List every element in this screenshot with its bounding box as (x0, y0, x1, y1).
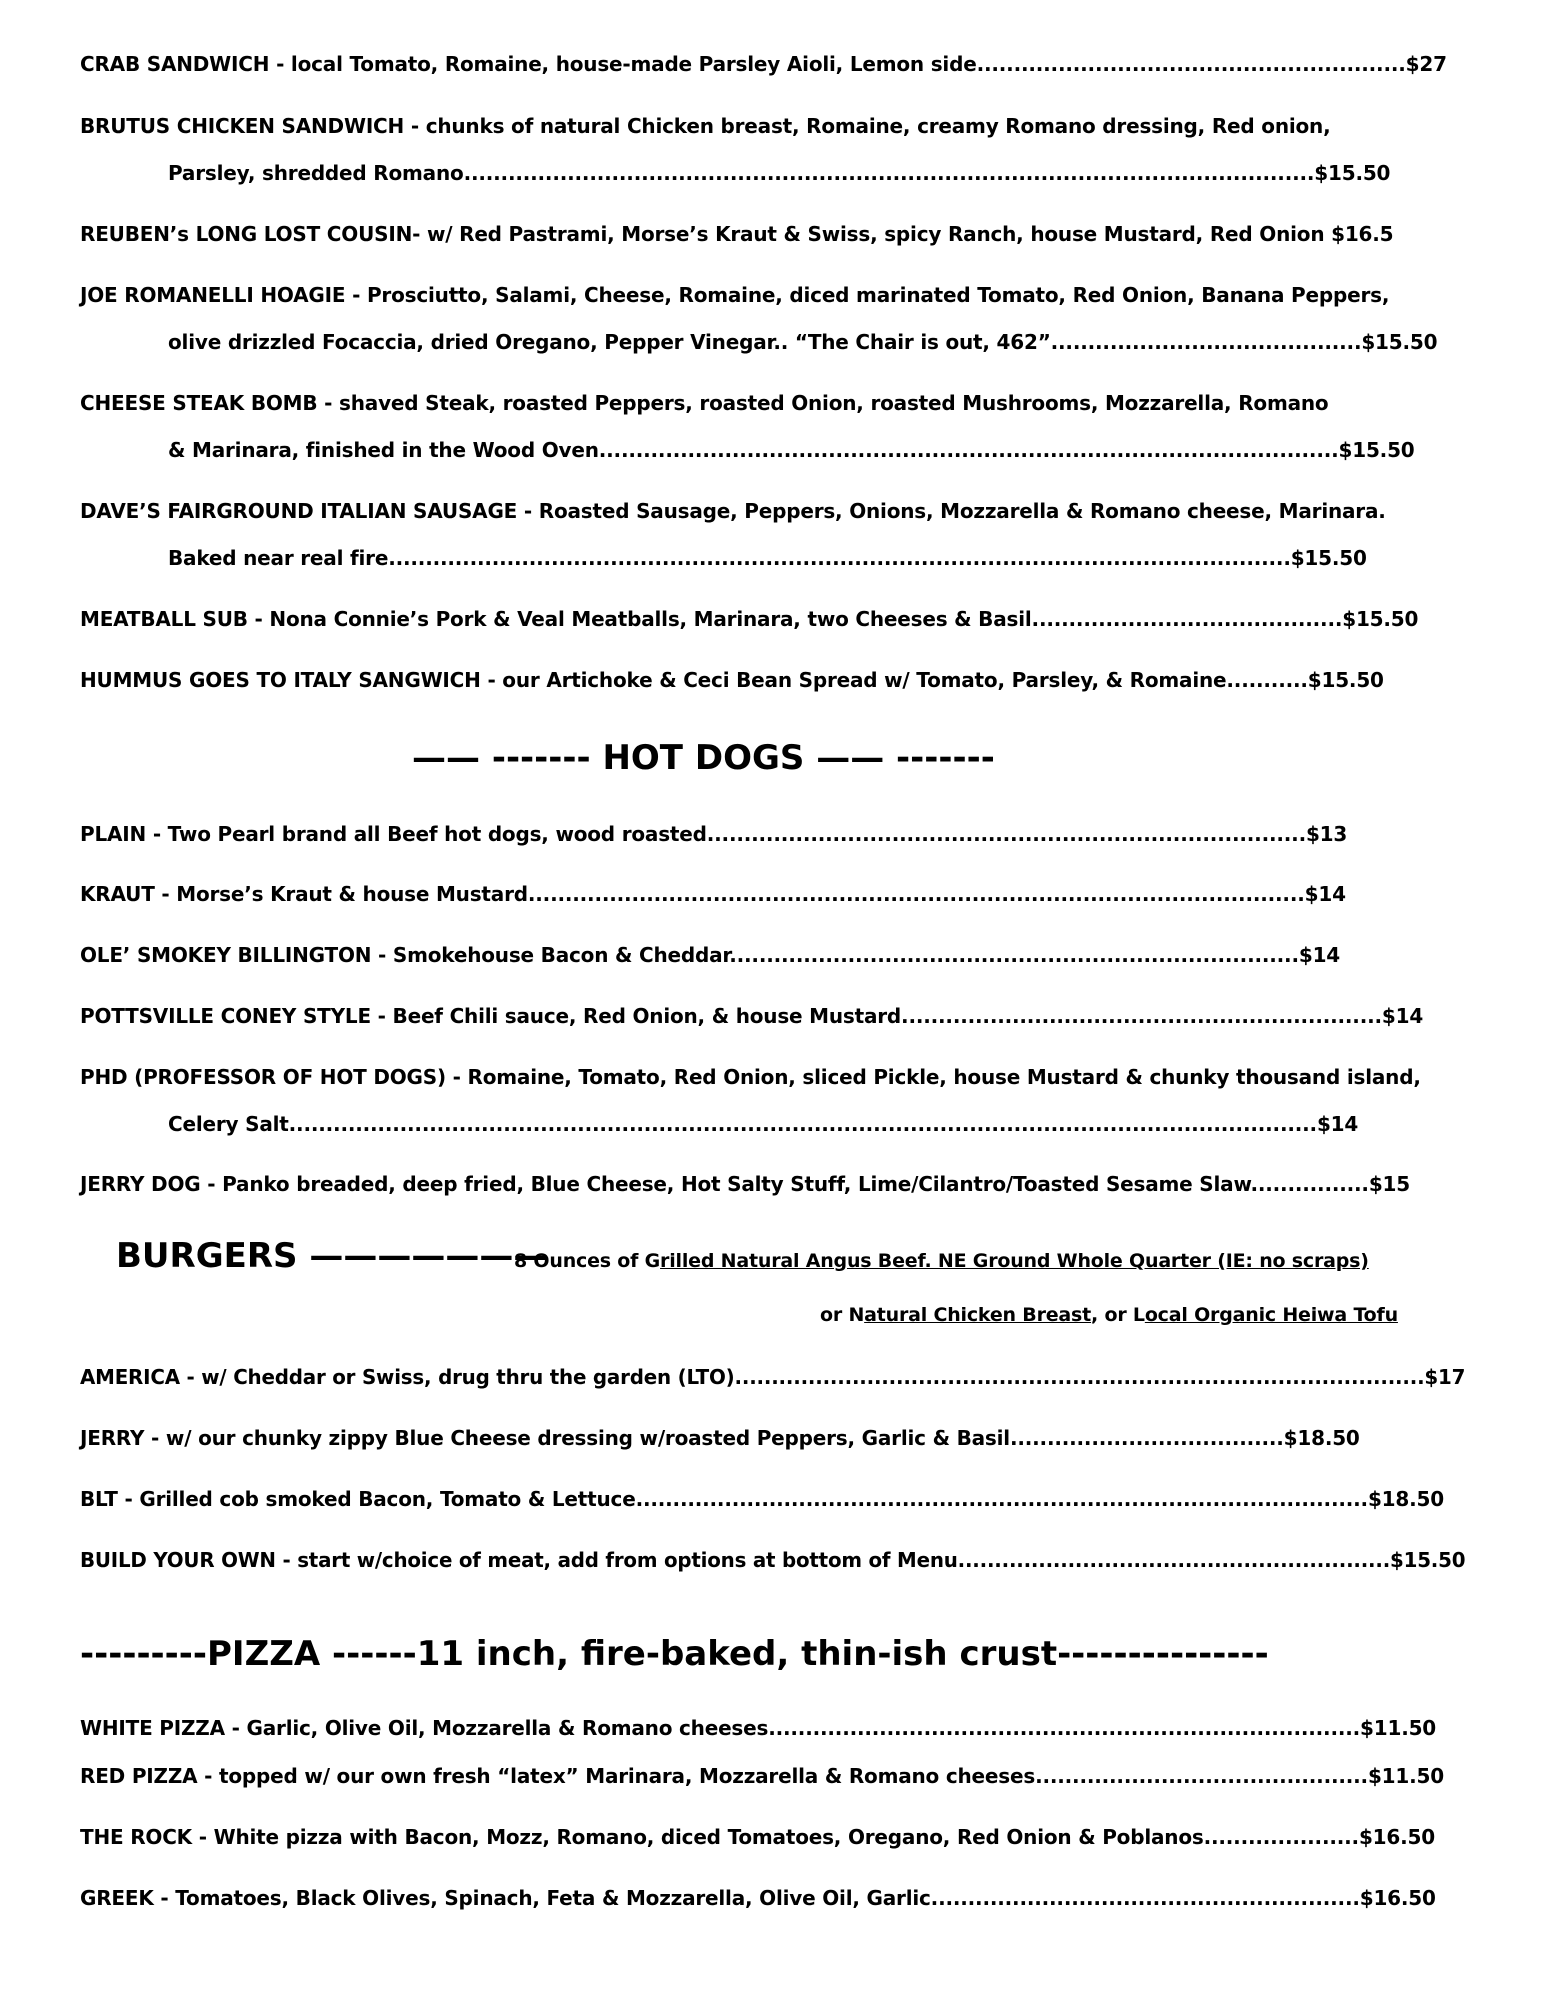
item-price: $14 (1381, 1004, 1424, 1028)
menu-item-meatball-sub (80, 607, 1418, 631)
item-text: RED PIZZA - topped w/ our own fresh “latex” Marinara, Mozzarella & Romano cheeses (80, 1764, 1036, 1788)
item-price: $27 (1405, 52, 1447, 76)
dot-leader: ..................... (1203, 1825, 1359, 1849)
menu-item-crab-sandwich (80, 52, 1447, 76)
dot-leader: .......................................................................................................................... (388, 546, 1291, 570)
item-text: PLAIN - Two Pearl brand all Beef hot dogs, wood roasted (80, 822, 707, 846)
dot-leader: ................ (1250, 1172, 1369, 1196)
menu-item-daves-fairground-italian-sausage (80, 499, 1386, 523)
section-heading-burgers (116, 1236, 547, 1276)
item-text: THE ROCK - White pizza with Bacon, Mozz, Romano, diced Tomatoes, Oregano, Red Onion & Poblanos (80, 1825, 1204, 1849)
burgers-desc-text: 8 Ounces of G (514, 1250, 661, 1272)
item-text: HUMMUS GOES TO ITALY SANGWICH - our Artichoke & Ceci Bean Spread w/ Tomato, Parsley, & Romaine (80, 668, 1227, 692)
dot-leader: ................................................................................. (706, 822, 1306, 846)
item-price: $17 (1424, 1365, 1466, 1389)
menu-item-daves-fairground-italian-sausage-cont (168, 546, 1367, 570)
menu-item-greek-pizza (80, 1886, 1436, 1910)
burgers-desc-tofu: ocal Organic Heiwa Tofu (1144, 1304, 1398, 1326)
section-heading-pizza: ---------PIZZA ------11 inch, fire-baked, thin-ish crust--------------- (80, 1634, 1269, 1674)
menu-item-jerry-burger (80, 1426, 1360, 1450)
item-price: $15.50 (1342, 607, 1419, 631)
item-text: OLE’ SMOKEY BILLINGTON - Smokehouse Bacon & Cheddar (80, 943, 730, 967)
dot-leader: .................................................................................................... (598, 438, 1339, 462)
dot-leader: ......................................................................................................... (527, 882, 1305, 906)
dot-leader: ........... (1226, 668, 1308, 692)
menu-item-brutus-chicken-sandwich (80, 114, 1330, 138)
item-text: POTTSVILLE CONEY STYLE - Beef Chili sauce, Red Onion, & house Mustard (80, 1004, 902, 1028)
item-text: KRAUT - Morse’s Kraut & house Mustard (80, 882, 528, 906)
section-heading-hot-dogs: —— ------- HOT DOGS —— ------- (412, 738, 995, 778)
item-text: AMERICA - w/ Cheddar or Swiss, drug thru the garden (LTO) (80, 1365, 735, 1389)
menu-item-kraut-hot-dog (80, 882, 1346, 906)
dot-leader: ................................................................................................................... (463, 161, 1315, 185)
menu-item-america-burger (80, 1365, 1465, 1389)
item-text: JOE ROMANELLI HOAGIE - Prosciutto, Salami, Cheese, Romaine, diced marinated Tomato, Red Onion, Banana Peppers, (80, 283, 1390, 307)
menu-item-joe-romanelli-hoagie (80, 283, 1389, 307)
item-text: BLT - Grilled cob smoked Bacon, Tomato & Lettuce (80, 1487, 636, 1511)
item-price: $15 (1368, 1172, 1410, 1196)
menu-item-joe-romanelli-hoagie-cont (168, 330, 1437, 354)
item-text: olive drizzled Focaccia, dried Oregano, Pepper Vinegar.. “The Chair is out, 462” (168, 330, 1051, 354)
item-price: $14 (1298, 943, 1341, 967)
burgers-dashes: ——————— (309, 1236, 548, 1276)
item-text: GREEK - Tomatoes, Black Olives, Spinach, Feta & Mozzarella, Olive Oil, Garlic (80, 1886, 931, 1910)
dot-leader: .............................................................................................. (734, 1365, 1425, 1389)
burgers-desc-text: , or L (1091, 1304, 1145, 1326)
burgers-title: BURGERS (116, 1236, 298, 1276)
item-price: $15.50 (1307, 668, 1384, 692)
menu-item-pottsville-coney-style (80, 1004, 1423, 1028)
menu-item-cheese-steak-bomb-cont (168, 438, 1415, 462)
menu-item-ole-smokey-billington (80, 943, 1340, 967)
menu-item-hummus-goes-to-italy (80, 668, 1384, 692)
dot-leader: ........................................................................................................................................... (288, 1112, 1317, 1136)
item-price: $14 (1304, 882, 1346, 906)
item-text: MEATBALL SUB - Nona Connie’s Pork & Veal Meatballs, Marinara, two Cheeses & Basil (80, 607, 1032, 631)
menu-item-brutus-chicken-sandwich-cont (168, 161, 1390, 185)
item-text: BUILD YOUR OWN - start w/choice of meat, add from options at bottom of Menu (80, 1548, 958, 1572)
item-price: $16.50 (1359, 1886, 1436, 1910)
menu-item-reubens-long-lost-cousin (80, 222, 1393, 246)
dot-leader: ................................................................................ (768, 1716, 1361, 1740)
menu-item-the-rock-pizza (80, 1825, 1435, 1849)
dot-leader: .......................................................... (976, 52, 1406, 76)
menu-item-phd-professor-of-hot-dogs (80, 1065, 1421, 1089)
item-price: $16.50 (1358, 1825, 1435, 1849)
item-text: CHEESE STEAK BOMB - shaved Steak, roasted Peppers, roasted Onion, roasted Mushrooms, Mozzarella, Romano (80, 391, 1329, 415)
item-price: $18.50 (1283, 1426, 1360, 1450)
menu-item-blt-burger (80, 1487, 1444, 1511)
burgers-desc-chicken: atural Chicken Breast (864, 1304, 1092, 1326)
dot-leader: .......................................... (1050, 330, 1362, 354)
burgers-description-cont (820, 1304, 1398, 1326)
item-price: $15.50 (1361, 330, 1438, 354)
burgers-description (514, 1250, 1369, 1272)
item-price: $11.50 (1360, 1716, 1437, 1740)
item-text: & Marinara, finished in the Wood Oven (168, 438, 599, 462)
item-text: WHITE PIZZA - Garlic, Olive Oil, Mozzarella & Romano cheeses (80, 1716, 769, 1740)
item-price: $11.50 (1367, 1764, 1444, 1788)
dot-leader: ............................................................................. (729, 943, 1299, 967)
item-price: $15.50 (1290, 546, 1367, 570)
menu-item-red-pizza (80, 1764, 1444, 1788)
item-text: BRUTUS CHICKEN SANDWICH - chunks of natural Chicken breast, Romaine, creamy Romano dressing, Red onion, (80, 114, 1331, 138)
burgers-desc-text: or N (820, 1304, 865, 1326)
menu-item-plain-hot-dog (80, 822, 1347, 846)
menu-item-phd-professor-of-hot-dogs-cont (168, 1112, 1358, 1136)
dot-leader: ............................................. (1035, 1764, 1368, 1788)
burgers-desc-beef: rilled Natural Angus Beef. NE Ground Whole Quarter (IE: no scraps) (660, 1250, 1369, 1272)
item-price: $14 (1316, 1112, 1359, 1136)
item-price: $15.50 (1390, 1548, 1466, 1572)
item-text: DAVE’S FAIRGROUND ITALIAN SAUSAGE - Roasted Sausage, Peppers, Onions, Mozzarella & Romano cheese, Marinara. (80, 499, 1386, 523)
item-price: $13 (1305, 822, 1348, 846)
item-price: $18.50 (1367, 1487, 1444, 1511)
dot-leader: .......................................................... (930, 1886, 1360, 1910)
item-text: Baked near real fire (168, 546, 389, 570)
item-price: $15.50 (1338, 438, 1415, 462)
item-text: JERRY - w/ our chunky zippy Blue Cheese dressing w/roasted Peppers, Garlic & Basil (80, 1426, 1010, 1450)
item-text: Parsley, shredded Romano (168, 161, 464, 185)
dot-leader: ................................................................................................... (635, 1487, 1368, 1511)
item-text: Celery Salt (168, 1112, 289, 1136)
menu-item-build-your-own (80, 1548, 1465, 1572)
item-text: REUBEN’s LONG LOST COUSIN- w/ Red Pastrami, Morse’s Kraut & Swiss, spicy Ranch, house Mustard, Red Onion $16.5 (80, 222, 1394, 246)
item-text: JERRY DOG - Panko breaded, deep fried, Blue Cheese, Hot Salty Stuff, Lime/Cilantro/Toasted Sesame Slaw (80, 1172, 1251, 1196)
dot-leader: ........................................................... (957, 1548, 1391, 1572)
dot-leader: ................................................................. (901, 1004, 1382, 1028)
menu-item-cheese-steak-bomb (80, 391, 1328, 415)
menu-item-jerry-dog (80, 1172, 1410, 1196)
item-text: CRAB SANDWICH - local Tomato, Romaine, house-made Parsley Aioli, Lemon side (80, 52, 977, 76)
dot-leader: .......................................... (1031, 607, 1343, 631)
item-text: PHD (PROFESSOR OF HOT DOGS) - Romaine, Tomato, Red Onion, sliced Pickle, house Mustard & chunky thousand island, (80, 1065, 1421, 1089)
menu-item-white-pizza (80, 1716, 1436, 1740)
item-price: $15.50 (1314, 161, 1391, 185)
dot-leader: ..................................... (1009, 1426, 1284, 1450)
